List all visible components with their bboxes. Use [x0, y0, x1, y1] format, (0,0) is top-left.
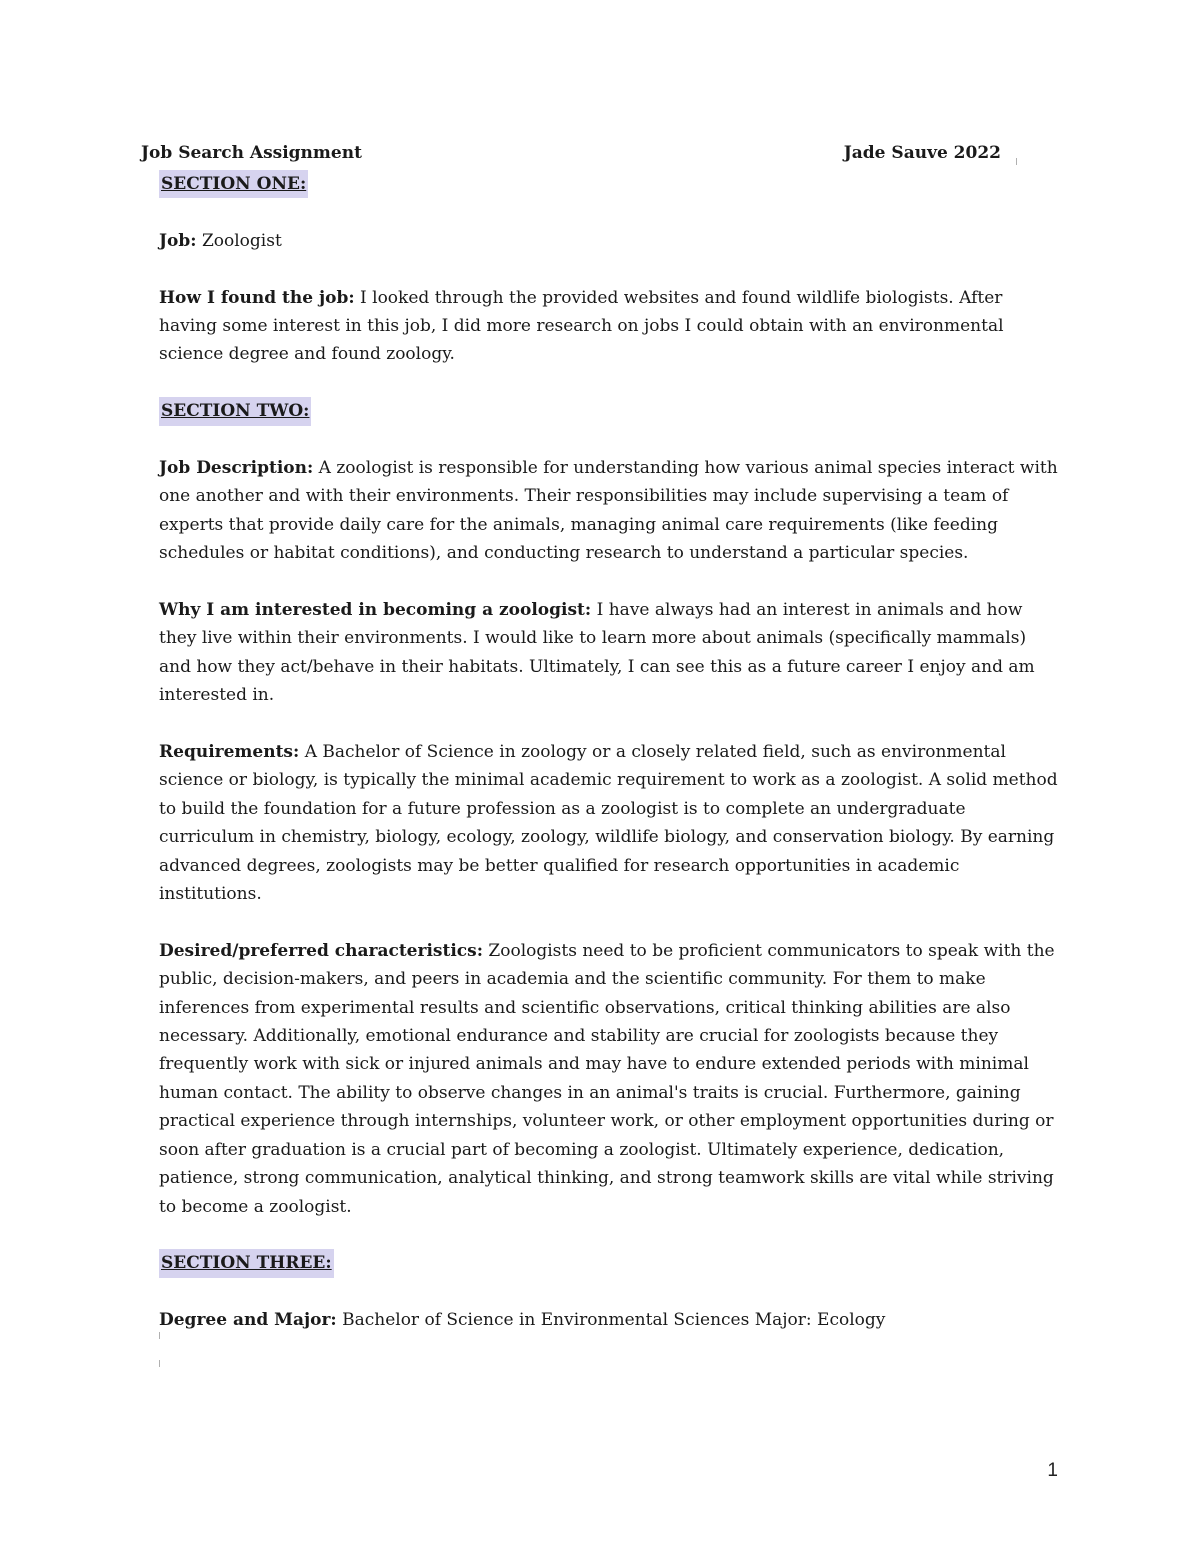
degree-label: Degree and Major: — [159, 1310, 337, 1331]
how-found-paragraph — [159, 284, 1059, 369]
interest-text: I have always had an interest in animals and how they live within their environments. I would like to learn more about animals (specifically mammals) and how they act/behave in their habitats. Ultimately, I can see this as a future career I enjoy and am interested in. — [159, 600, 1035, 706]
margin-mark — [1016, 158, 1017, 165]
document-body — [159, 170, 1059, 1335]
characteristics-label: Desired/preferred characteristics: — [159, 940, 483, 961]
characteristics-text: Zoologists need to be proficient communicators to speak with the public, decision-makers, and peers in academia and the scientific community. For them to make inferences from experimental results and scientific observations, critical thinking abilities are also necessary. Additionally, emotional endurance and stability are crucial for zoologists because they frequently work with sick or injured animals and may have to endure extended periods with minimal human contact. The ability to observe changes in an animal's traits is crucial. Furthermore, gaining practical experience through internships, volunteer work, or other employment opportunities during or soon after graduation is a crucial part of becoming a zoologist. Ultimately experience, dedication, patience, strong communication, analytical thinking, and strong teamwork skills are vital while striving to become a zoologist. — [159, 940, 1055, 1217]
degree-text: Bachelor of Science in Environmental Sciences Major: Ecology — [342, 1310, 886, 1331]
how-found-text: I looked through the provided websites and found wildlife biologists. After having some interest in this job, I did more research on jobs I could obtain with an environmental science degree and found zoology. — [159, 287, 1004, 365]
requirements-text: A Bachelor of Science in zoology or a closely related field, such as environmental science or biology, is typically the minimal academic requirement to work as a zoologist. A solid method to build the foundation for a future profession as a zoologist is to complete an undergraduate curriculum in chemistry, biology, ecology, zoology, wildlife biology, and conservation biology. By earning advanced degrees, zoologists may be better qualified for research opportunities in academic institutions. — [159, 742, 1058, 905]
margin-mark — [159, 1332, 160, 1339]
job-description-label: Job Description: — [159, 458, 314, 478]
job-label: Job: — [159, 230, 197, 251]
requirements-paragraph — [159, 738, 1059, 908]
requirements-label: Requirements: — [159, 742, 300, 763]
assignment-title: Job Search Assignment — [141, 143, 362, 163]
section-three-heading: SECTION THREE: — [159, 1249, 334, 1277]
job-value: Zoologist — [201, 230, 282, 251]
margin-mark — [159, 1360, 160, 1367]
interest-paragraph — [159, 596, 1059, 710]
characteristics-paragraph — [159, 937, 1059, 1221]
section-one-heading: SECTION ONE: — [159, 170, 308, 198]
section-two-heading: SECTION TWO: — [159, 397, 311, 425]
how-found-label: How I found the job: — [159, 287, 355, 308]
page-number: 1 — [1047, 1460, 1058, 1481]
interest-label: Why I am interested in becoming a zoologist: — [159, 600, 592, 621]
degree-paragraph — [159, 1306, 1059, 1334]
author-line: Jade Sauve 2022 — [843, 143, 1001, 163]
job-description-text: A zoologist is responsible for understanding how various animal species interact with one another and with their environments. Their responsibilities may include supervising a team of experts that provide daily care for the animals, managing animal care requirements (like feeding schedules or habitat conditions), and conducting research to understand a particular species. — [159, 458, 1058, 564]
job-paragraph — [159, 227, 1059, 255]
document-header — [141, 143, 1001, 167]
job-description-paragraph — [159, 454, 1059, 568]
